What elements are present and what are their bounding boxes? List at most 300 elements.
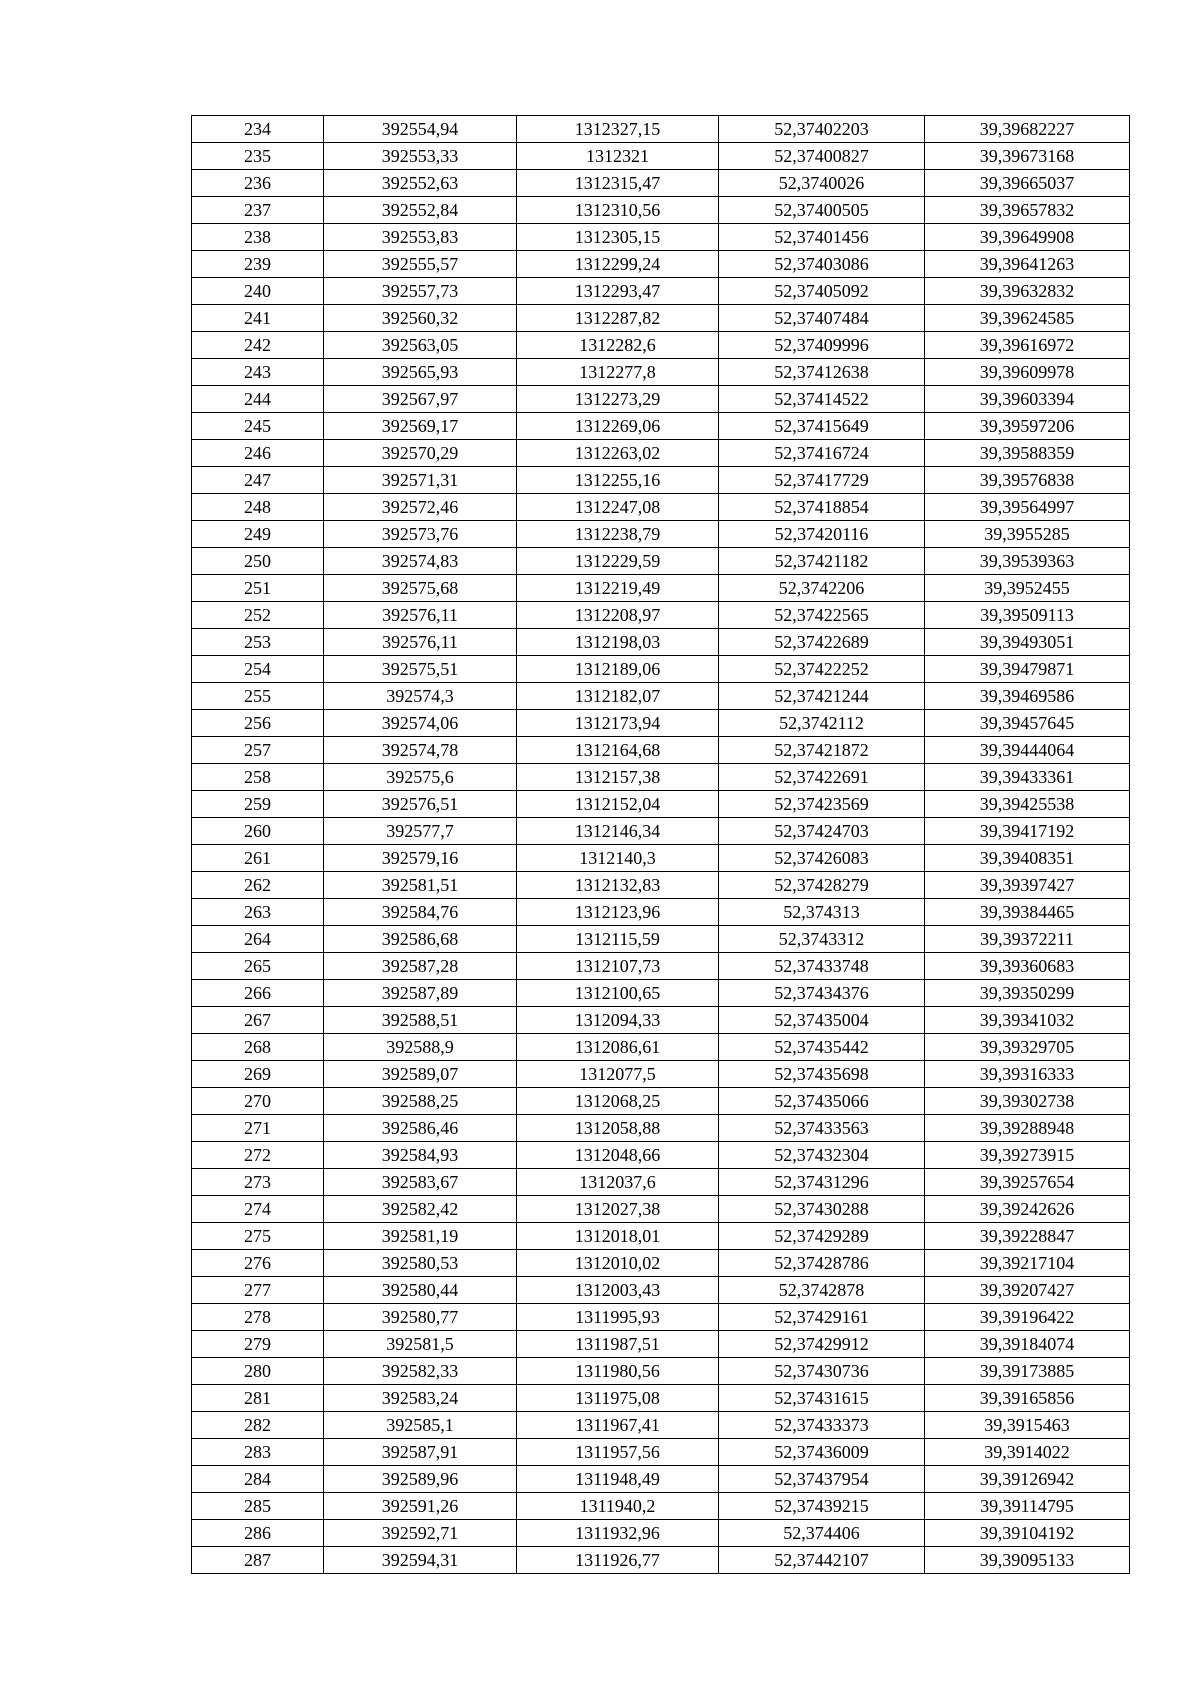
point-number-cell: 280 [192,1358,324,1385]
table-row [192,872,1130,899]
point-number-cell: 251 [192,575,324,602]
latitude-cell: 52,37430736 [719,1358,925,1385]
latitude-cell: 52,3742878 [719,1277,925,1304]
latitude-cell: 52,37426083 [719,845,925,872]
longitude-cell: 39,39657832 [925,197,1130,224]
y-coordinate-cell: 1312321 [517,143,719,170]
table-row [192,1169,1130,1196]
longitude-cell: 39,39576838 [925,467,1130,494]
longitude-cell: 39,39624585 [925,305,1130,332]
longitude-cell: 39,39493051 [925,629,1130,656]
point-number-cell: 282 [192,1412,324,1439]
point-number-cell: 284 [192,1466,324,1493]
y-coordinate-cell: 1312310,56 [517,197,719,224]
point-number-cell: 241 [192,305,324,332]
latitude-cell: 52,37422689 [719,629,925,656]
point-number-cell: 286 [192,1520,324,1547]
x-coordinate-cell: 392585,1 [324,1412,517,1439]
longitude-cell: 39,39228847 [925,1223,1130,1250]
point-number-cell: 285 [192,1493,324,1520]
longitude-cell: 39,39649908 [925,224,1130,251]
table-row [192,1412,1130,1439]
table-row [192,656,1130,683]
x-coordinate-cell: 392592,71 [324,1520,517,1547]
y-coordinate-cell: 1312189,06 [517,656,719,683]
y-coordinate-cell: 1312219,49 [517,575,719,602]
x-coordinate-cell: 392570,29 [324,440,517,467]
x-coordinate-cell: 392574,78 [324,737,517,764]
latitude-cell: 52,37428786 [719,1250,925,1277]
table-row [192,926,1130,953]
longitude-cell: 39,39196422 [925,1304,1130,1331]
x-coordinate-cell: 392567,97 [324,386,517,413]
table-row [192,1331,1130,1358]
x-coordinate-cell: 392571,31 [324,467,517,494]
longitude-cell: 39,3914022 [925,1439,1130,1466]
table-row [192,764,1130,791]
point-number-cell: 276 [192,1250,324,1277]
point-number-cell: 259 [192,791,324,818]
y-coordinate-cell: 1312086,61 [517,1034,719,1061]
x-coordinate-cell: 392574,83 [324,548,517,575]
x-coordinate-cell: 392552,84 [324,197,517,224]
latitude-cell: 52,37433373 [719,1412,925,1439]
x-coordinate-cell: 392581,19 [324,1223,517,1250]
latitude-cell: 52,37435442 [719,1034,925,1061]
latitude-cell: 52,37421872 [719,737,925,764]
y-coordinate-cell: 1312273,29 [517,386,719,413]
table-row [192,1115,1130,1142]
latitude-cell: 52,37431296 [719,1169,925,1196]
longitude-cell: 39,39217104 [925,1250,1130,1277]
x-coordinate-cell: 392576,11 [324,602,517,629]
y-coordinate-cell: 1312107,73 [517,953,719,980]
x-coordinate-cell: 392577,7 [324,818,517,845]
longitude-cell: 39,39417192 [925,818,1130,845]
x-coordinate-cell: 392579,16 [324,845,517,872]
table-row [192,521,1130,548]
table-row [192,845,1130,872]
x-coordinate-cell: 392584,76 [324,899,517,926]
y-coordinate-cell: 1312173,94 [517,710,719,737]
point-number-cell: 283 [192,1439,324,1466]
longitude-cell: 39,39104192 [925,1520,1130,1547]
longitude-cell: 39,39539363 [925,548,1130,575]
longitude-cell: 39,39372211 [925,926,1130,953]
table-row [192,1547,1130,1574]
longitude-cell: 39,39603394 [925,386,1130,413]
latitude-cell: 52,37400827 [719,143,925,170]
latitude-cell: 52,374406 [719,1520,925,1547]
latitude-cell: 52,374313 [719,899,925,926]
table-row [192,548,1130,575]
y-coordinate-cell: 1312010,02 [517,1250,719,1277]
latitude-cell: 52,37432304 [719,1142,925,1169]
longitude-cell: 39,39273915 [925,1142,1130,1169]
table-row [192,413,1130,440]
point-number-cell: 270 [192,1088,324,1115]
latitude-cell: 52,3742206 [719,575,925,602]
latitude-cell: 52,37414522 [719,386,925,413]
x-coordinate-cell: 392563,05 [324,332,517,359]
point-number-cell: 244 [192,386,324,413]
y-coordinate-cell: 1312157,38 [517,764,719,791]
latitude-cell: 52,37439215 [719,1493,925,1520]
table-row [192,602,1130,629]
table-row [192,224,1130,251]
point-number-cell: 279 [192,1331,324,1358]
x-coordinate-cell: 392587,89 [324,980,517,1007]
longitude-cell: 39,39165856 [925,1385,1130,1412]
longitude-cell: 39,39641263 [925,251,1130,278]
point-number-cell: 252 [192,602,324,629]
latitude-cell: 52,37431615 [719,1385,925,1412]
table-row [192,1358,1130,1385]
x-coordinate-cell: 392589,07 [324,1061,517,1088]
latitude-cell: 52,37433563 [719,1115,925,1142]
x-coordinate-cell: 392589,96 [324,1466,517,1493]
latitude-cell: 52,3743312 [719,926,925,953]
x-coordinate-cell: 392554,94 [324,116,517,143]
point-number-cell: 269 [192,1061,324,1088]
x-coordinate-cell: 392582,42 [324,1196,517,1223]
latitude-cell: 52,37436009 [719,1439,925,1466]
x-coordinate-cell: 392576,51 [324,791,517,818]
latitude-cell: 52,37400505 [719,197,925,224]
x-coordinate-cell: 392553,33 [324,143,517,170]
longitude-cell: 39,3952455 [925,575,1130,602]
latitude-cell: 52,37442107 [719,1547,925,1574]
y-coordinate-cell: 1311932,96 [517,1520,719,1547]
longitude-cell: 39,39597206 [925,413,1130,440]
x-coordinate-cell: 392583,67 [324,1169,517,1196]
y-coordinate-cell: 1312123,96 [517,899,719,926]
point-number-cell: 260 [192,818,324,845]
y-coordinate-cell: 1312269,06 [517,413,719,440]
point-number-cell: 257 [192,737,324,764]
latitude-cell: 52,37437954 [719,1466,925,1493]
x-coordinate-cell: 392552,63 [324,170,517,197]
point-number-cell: 242 [192,332,324,359]
latitude-cell: 52,37420116 [719,521,925,548]
table-row [192,1142,1130,1169]
y-coordinate-cell: 1312140,3 [517,845,719,872]
latitude-cell: 52,37403086 [719,251,925,278]
point-number-cell: 243 [192,359,324,386]
point-number-cell: 271 [192,1115,324,1142]
latitude-cell: 52,37416724 [719,440,925,467]
point-number-cell: 274 [192,1196,324,1223]
y-coordinate-cell: 1312132,83 [517,872,719,899]
y-coordinate-cell: 1312115,59 [517,926,719,953]
point-number-cell: 245 [192,413,324,440]
longitude-cell: 39,39126942 [925,1466,1130,1493]
table-row [192,1304,1130,1331]
x-coordinate-cell: 392575,6 [324,764,517,791]
point-number-cell: 281 [192,1385,324,1412]
y-coordinate-cell: 1311987,51 [517,1331,719,1358]
table-row [192,170,1130,197]
longitude-cell: 39,3955285 [925,521,1130,548]
point-number-cell: 287 [192,1547,324,1574]
longitude-cell: 39,39341032 [925,1007,1130,1034]
table-row [192,629,1130,656]
y-coordinate-cell: 1312146,34 [517,818,719,845]
longitude-cell: 39,39632832 [925,278,1130,305]
latitude-cell: 52,37428279 [719,872,925,899]
y-coordinate-cell: 1312208,97 [517,602,719,629]
x-coordinate-cell: 392575,68 [324,575,517,602]
table-row [192,494,1130,521]
table-row [192,1250,1130,1277]
table-row [192,953,1130,980]
x-coordinate-cell: 392586,68 [324,926,517,953]
longitude-cell: 39,39329705 [925,1034,1130,1061]
x-coordinate-cell: 392594,31 [324,1547,517,1574]
latitude-cell: 52,37422691 [719,764,925,791]
longitude-cell: 39,39564997 [925,494,1130,521]
point-number-cell: 256 [192,710,324,737]
point-number-cell: 255 [192,683,324,710]
longitude-cell: 39,39184074 [925,1331,1130,1358]
table-row [192,1493,1130,1520]
y-coordinate-cell: 1312255,16 [517,467,719,494]
table-row [192,197,1130,224]
y-coordinate-cell: 1311967,41 [517,1412,719,1439]
y-coordinate-cell: 1311948,49 [517,1466,719,1493]
y-coordinate-cell: 1312238,79 [517,521,719,548]
table-row [192,818,1130,845]
y-coordinate-cell: 1311940,2 [517,1493,719,1520]
point-number-cell: 262 [192,872,324,899]
table-row [192,1223,1130,1250]
y-coordinate-cell: 1312027,38 [517,1196,719,1223]
point-number-cell: 250 [192,548,324,575]
latitude-cell: 52,37402203 [719,116,925,143]
x-coordinate-cell: 392555,57 [324,251,517,278]
latitude-cell: 52,37435698 [719,1061,925,1088]
table-row [192,1466,1130,1493]
latitude-cell: 52,37423569 [719,791,925,818]
point-number-cell: 277 [192,1277,324,1304]
point-number-cell: 268 [192,1034,324,1061]
latitude-cell: 52,37409996 [719,332,925,359]
longitude-cell: 39,39242626 [925,1196,1130,1223]
y-coordinate-cell: 1312018,01 [517,1223,719,1250]
longitude-cell: 39,39479871 [925,656,1130,683]
point-number-cell: 247 [192,467,324,494]
longitude-cell: 39,39095133 [925,1547,1130,1574]
point-number-cell: 249 [192,521,324,548]
x-coordinate-cell: 392569,17 [324,413,517,440]
y-coordinate-cell: 1312100,65 [517,980,719,1007]
longitude-cell: 39,39665037 [925,170,1130,197]
table-row [192,980,1130,1007]
table-row [192,1088,1130,1115]
point-number-cell: 239 [192,251,324,278]
y-coordinate-cell: 1312277,8 [517,359,719,386]
point-number-cell: 275 [192,1223,324,1250]
y-coordinate-cell: 1312152,04 [517,791,719,818]
x-coordinate-cell: 392557,73 [324,278,517,305]
longitude-cell: 39,39114795 [925,1493,1130,1520]
longitude-cell: 39,3915463 [925,1412,1130,1439]
x-coordinate-cell: 392560,32 [324,305,517,332]
table-row [192,1196,1130,1223]
longitude-cell: 39,39316333 [925,1061,1130,1088]
point-number-cell: 265 [192,953,324,980]
table-row [192,1277,1130,1304]
longitude-cell: 39,39360683 [925,953,1130,980]
point-number-cell: 273 [192,1169,324,1196]
x-coordinate-cell: 392584,93 [324,1142,517,1169]
point-number-cell: 258 [192,764,324,791]
longitude-cell: 39,39384465 [925,899,1130,926]
x-coordinate-cell: 392580,44 [324,1277,517,1304]
longitude-cell: 39,39588359 [925,440,1130,467]
x-coordinate-cell: 392580,53 [324,1250,517,1277]
y-coordinate-cell: 1312068,25 [517,1088,719,1115]
longitude-cell: 39,39433361 [925,764,1130,791]
y-coordinate-cell: 1312182,07 [517,683,719,710]
table-row [192,251,1130,278]
longitude-cell: 39,39509113 [925,602,1130,629]
table-row [192,683,1130,710]
latitude-cell: 52,37422565 [719,602,925,629]
latitude-cell: 52,37407484 [719,305,925,332]
x-coordinate-cell: 392588,25 [324,1088,517,1115]
latitude-cell: 52,37415649 [719,413,925,440]
longitude-cell: 39,39469586 [925,683,1130,710]
longitude-cell: 39,39457645 [925,710,1130,737]
point-number-cell: 237 [192,197,324,224]
table-row [192,332,1130,359]
y-coordinate-cell: 1312305,15 [517,224,719,251]
x-coordinate-cell: 392588,9 [324,1034,517,1061]
x-coordinate-cell: 392591,26 [324,1493,517,1520]
latitude-cell: 52,37429161 [719,1304,925,1331]
y-coordinate-cell: 1312287,82 [517,305,719,332]
y-coordinate-cell: 1311926,77 [517,1547,719,1574]
y-coordinate-cell: 1312094,33 [517,1007,719,1034]
x-coordinate-cell: 392565,93 [324,359,517,386]
x-coordinate-cell: 392575,51 [324,656,517,683]
coordinates-table [191,115,1130,1574]
point-number-cell: 234 [192,116,324,143]
point-number-cell: 267 [192,1007,324,1034]
table-row [192,1439,1130,1466]
table-row [192,467,1130,494]
latitude-cell: 52,3740026 [719,170,925,197]
latitude-cell: 52,37405092 [719,278,925,305]
latitude-cell: 52,37435066 [719,1088,925,1115]
table-row [192,386,1130,413]
y-coordinate-cell: 1312247,08 [517,494,719,521]
y-coordinate-cell: 1312164,68 [517,737,719,764]
latitude-cell: 52,37434376 [719,980,925,1007]
y-coordinate-cell: 1312058,88 [517,1115,719,1142]
latitude-cell: 52,37412638 [719,359,925,386]
latitude-cell: 52,37417729 [719,467,925,494]
y-coordinate-cell: 1312229,59 [517,548,719,575]
x-coordinate-cell: 392588,51 [324,1007,517,1034]
x-coordinate-cell: 392587,28 [324,953,517,980]
x-coordinate-cell: 392587,91 [324,1439,517,1466]
latitude-cell: 52,37424703 [719,818,925,845]
table-row [192,143,1130,170]
point-number-cell: 266 [192,980,324,1007]
point-number-cell: 261 [192,845,324,872]
table-row [192,440,1130,467]
latitude-cell: 52,37401456 [719,224,925,251]
point-number-cell: 236 [192,170,324,197]
point-number-cell: 254 [192,656,324,683]
x-coordinate-cell: 392553,83 [324,224,517,251]
y-coordinate-cell: 1312293,47 [517,278,719,305]
longitude-cell: 39,39288948 [925,1115,1130,1142]
longitude-cell: 39,39616972 [925,332,1130,359]
x-coordinate-cell: 392582,33 [324,1358,517,1385]
latitude-cell: 52,37433748 [719,953,925,980]
longitude-cell: 39,39173885 [925,1358,1130,1385]
x-coordinate-cell: 392581,51 [324,872,517,899]
x-coordinate-cell: 392581,5 [324,1331,517,1358]
point-number-cell: 278 [192,1304,324,1331]
longitude-cell: 39,39673168 [925,143,1130,170]
y-coordinate-cell: 1311980,56 [517,1358,719,1385]
point-number-cell: 272 [192,1142,324,1169]
y-coordinate-cell: 1311995,93 [517,1304,719,1331]
y-coordinate-cell: 1312327,15 [517,116,719,143]
x-coordinate-cell: 392574,06 [324,710,517,737]
latitude-cell: 52,37422252 [719,656,925,683]
x-coordinate-cell: 392573,76 [324,521,517,548]
latitude-cell: 52,3742112 [719,710,925,737]
table-row [192,710,1130,737]
latitude-cell: 52,37421244 [719,683,925,710]
y-coordinate-cell: 1311957,56 [517,1439,719,1466]
coordinates-table-body [192,116,1130,1574]
table-row [192,359,1130,386]
point-number-cell: 264 [192,926,324,953]
x-coordinate-cell: 392572,46 [324,494,517,521]
point-number-cell: 238 [192,224,324,251]
table-row [192,899,1130,926]
table-row [192,1385,1130,1412]
longitude-cell: 39,39609978 [925,359,1130,386]
y-coordinate-cell: 1312048,66 [517,1142,719,1169]
point-number-cell: 248 [192,494,324,521]
longitude-cell: 39,39302738 [925,1088,1130,1115]
y-coordinate-cell: 1312315,47 [517,170,719,197]
point-number-cell: 235 [192,143,324,170]
longitude-cell: 39,39257654 [925,1169,1130,1196]
table-row [192,737,1130,764]
latitude-cell: 52,37421182 [719,548,925,575]
latitude-cell: 52,37429289 [719,1223,925,1250]
longitude-cell: 39,39425538 [925,791,1130,818]
table-row [192,278,1130,305]
x-coordinate-cell: 392586,46 [324,1115,517,1142]
longitude-cell: 39,39682227 [925,116,1130,143]
y-coordinate-cell: 1312077,5 [517,1061,719,1088]
point-number-cell: 240 [192,278,324,305]
point-number-cell: 246 [192,440,324,467]
x-coordinate-cell: 392574,3 [324,683,517,710]
y-coordinate-cell: 1312263,02 [517,440,719,467]
table-row [192,1007,1130,1034]
y-coordinate-cell: 1312299,24 [517,251,719,278]
